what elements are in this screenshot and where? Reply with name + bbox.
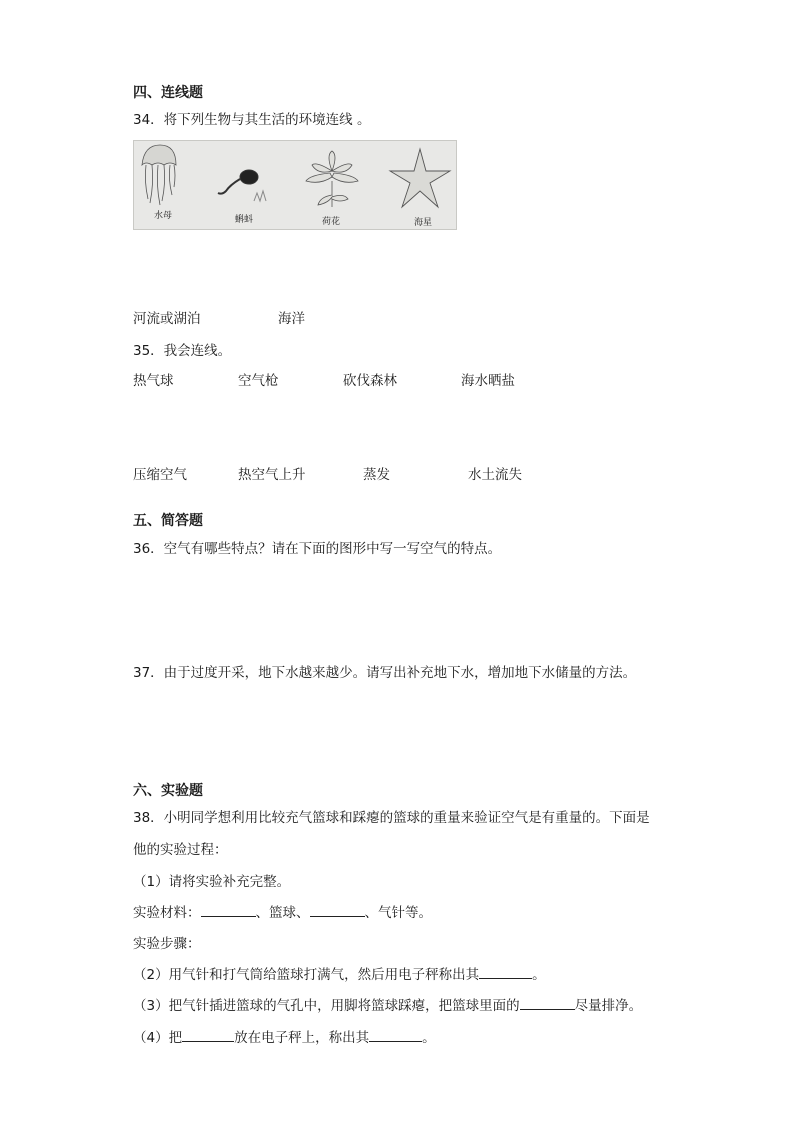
section-heading-4: 四、连线题 xyxy=(133,85,203,101)
match-top-1: 热气球 xyxy=(133,373,174,389)
steps-label: 实验步骤： xyxy=(133,936,201,952)
materials-line xyxy=(133,901,432,921)
starfish-icon xyxy=(390,149,450,207)
tadpole-icon xyxy=(218,170,266,201)
question-34: 34．将下列生物与其生活的环境连线 。 xyxy=(133,112,371,128)
materials-mid: 、篮球、 xyxy=(255,905,310,921)
question-35: 35．我会连线。 xyxy=(133,343,232,359)
label-lotus: 荷花 xyxy=(322,217,341,227)
question-38-line1: 38．小明同学想利用比较充气篮球和踩瘪的篮球的重量来验证空气是有重量的。下面是 xyxy=(133,810,650,826)
label-starfish: 海星 xyxy=(414,218,433,228)
subquestion-1: （1）请将实验补充完整。 xyxy=(133,874,291,890)
match-bottom-3: 蒸发 xyxy=(363,467,390,483)
materials-label: 实验材料： xyxy=(133,905,201,921)
step-2-end: 。 xyxy=(532,967,546,983)
blank-step-3[interactable] xyxy=(520,996,575,1010)
question-38-line2: 他的实验过程： xyxy=(133,842,228,858)
environment-river-lake: 河流或湖泊 xyxy=(133,311,201,327)
step-4-text: （4）把 xyxy=(133,1030,183,1046)
materials-end: 、气针等。 xyxy=(364,905,432,921)
organisms-illustration xyxy=(134,141,456,229)
step-4-end: 。 xyxy=(422,1030,436,1046)
organisms-figure xyxy=(133,140,457,230)
jellyfish-icon xyxy=(142,145,176,205)
environment-ocean: 海洋 xyxy=(278,311,305,327)
step-4-mid: 放在电子秤上，称出其 xyxy=(234,1030,370,1046)
question-36: 36．空气有哪些特点？请在下面的图形中写一写空气的特点。 xyxy=(133,541,502,557)
step-3-text: （3）把气针插进篮球的气孔中，用脚将篮球踩瘪，把篮球里面的 xyxy=(133,998,520,1014)
label-jellyfish: 水母 xyxy=(154,211,173,221)
match-top-2: 空气枪 xyxy=(238,373,279,389)
blank-material-2[interactable] xyxy=(310,903,365,917)
section-heading-6: 六、实验题 xyxy=(133,783,203,799)
step-3-line xyxy=(133,994,642,1014)
question-37: 37．由于过度开采，地下水越来越少。请写出补充地下水，增加地下水储量的方法。 xyxy=(133,665,637,681)
label-tadpole: 蝌蚪 xyxy=(235,215,254,225)
blank-step-4-a[interactable] xyxy=(182,1028,234,1042)
blank-step-2[interactable] xyxy=(479,965,532,979)
lotus-icon xyxy=(306,151,358,207)
match-bottom-2: 热空气上升 xyxy=(238,467,306,483)
blank-step-4-b[interactable] xyxy=(369,1028,422,1042)
match-bottom-1: 压缩空气 xyxy=(133,467,187,483)
blank-material-1[interactable] xyxy=(201,903,256,917)
match-bottom-4: 水土流失 xyxy=(468,467,522,483)
step-2-line xyxy=(133,963,546,983)
step-4-line xyxy=(133,1026,436,1046)
match-top-3: 砍伐森林 xyxy=(343,373,397,389)
step-2-text: （2）用气针和打气筒给篮球打满气，然后用电子秤称出其 xyxy=(133,967,480,983)
section-heading-5: 五、简答题 xyxy=(133,513,203,529)
step-3-end: 尽量排净。 xyxy=(574,998,643,1014)
match-top-4: 海水晒盐 xyxy=(461,373,515,389)
